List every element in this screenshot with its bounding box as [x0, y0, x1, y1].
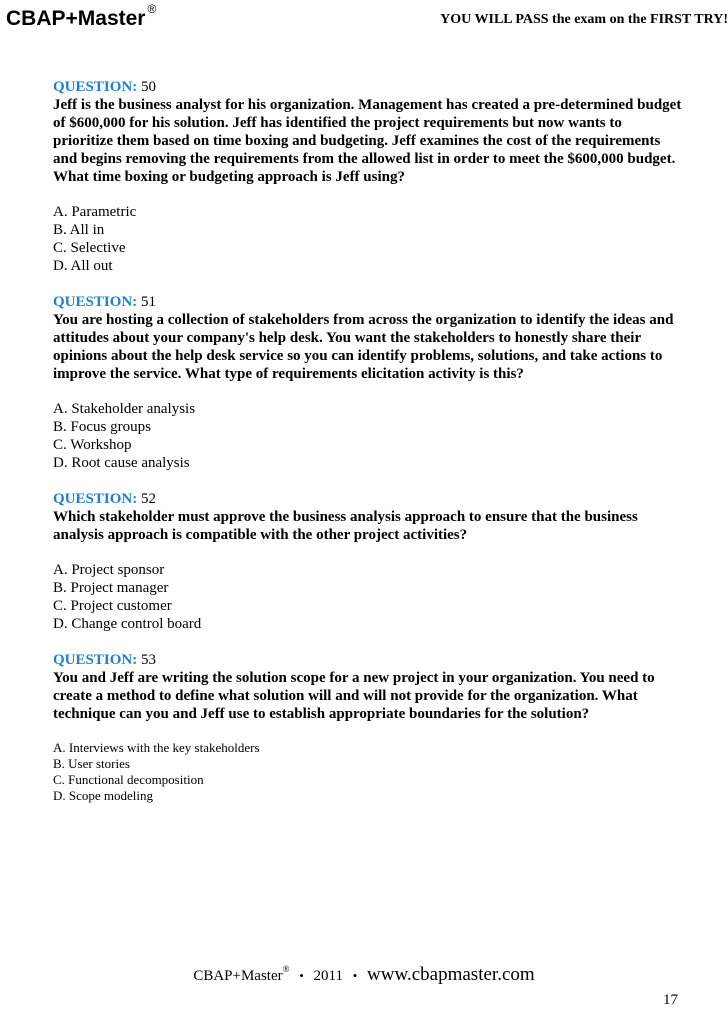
answer-option: D. Change control board: [53, 616, 202, 632]
question-text: You and Jeff are writing the solution scope for a new project in your organization. You need to create a method to define what solution will and will not provide for the organization. What technique can you and Jeff use to establish appropriate boundaries for the solution?: [53, 670, 655, 722]
question-heading: [53, 293, 683, 311]
question-heading: [53, 490, 683, 508]
question-number: 53: [140, 652, 156, 668]
answer-option: C. Selective: [53, 240, 126, 256]
answer-options: [53, 740, 683, 804]
question-label: QUESTION:: [53, 652, 138, 668]
question-label: QUESTION:: [53, 491, 138, 507]
answer-options: [53, 400, 683, 472]
question-text: Jeff is the business analyst for his organization. Management has created a pre-determined budget of $600,000 for his solution. Jeff has identified the project requirements but now wants to prioritize them based on time boxing and budgeting. Jeff examines the cost of the requirements and begins removing the requirements from the allowed list in order to meet the $600,000 budget. What time boxing or budgeting approach is Jeff using?: [53, 97, 682, 185]
question-53: [53, 651, 683, 804]
answer-option: B. Focus groups: [53, 419, 151, 435]
answer-option: A. Parametric: [53, 204, 137, 220]
header-tagline: YOU WILL PASS the exam on the FIRST TRY!: [440, 12, 728, 27]
question-heading: [53, 651, 683, 669]
question-heading: [53, 78, 683, 96]
footer-brand: [193, 964, 290, 984]
bullet-separator: •: [299, 968, 304, 983]
answer-option: B. All in: [53, 222, 105, 238]
question-list: [53, 78, 683, 822]
question-text: You are hosting a collection of stakeholders from across the organization to identify the ideas and attitudes about your company's help desk. You want the stakeholders to honestly share their opinions about the help desk service so you can identify problems, solutions, and take actions to improve the service. What type of requirements elicitation activity is this?: [53, 312, 674, 382]
footer-year: 2011: [313, 968, 343, 984]
question-50: [53, 78, 683, 275]
answer-option: B. Project manager: [53, 580, 169, 596]
question-text: Which stakeholder must approve the business analysis approach to ensure that the business analysis approach is compatible with the other project activities?: [53, 509, 638, 543]
page-number: 17: [663, 992, 678, 1008]
answer-option: D. Root cause analysis: [53, 455, 190, 471]
answer-option: B. User stories: [53, 756, 130, 771]
question-51: [53, 293, 683, 472]
footer-registered-mark: ®: [282, 964, 290, 974]
answer-option: D. All out: [53, 258, 113, 274]
answer-option: A. Interviews with the key stakeholders: [53, 740, 260, 755]
header-brand-text: CBAP+Master: [6, 7, 146, 30]
answer-option: C. Project customer: [53, 598, 172, 614]
footer-brand-text: CBAP+Master: [193, 968, 283, 984]
bullet-separator: •: [352, 968, 358, 983]
footer-url[interactable]: www.cbapmaster.com: [367, 964, 535, 985]
answer-option: C. Functional decomposition: [53, 772, 204, 787]
page-footer: [0, 964, 728, 986]
answer-option: D. Scope modeling: [53, 788, 154, 803]
question-number: 52: [140, 491, 156, 507]
header-brand: [6, 2, 157, 31]
question-number: 51: [140, 294, 156, 310]
answer-option: A. Stakeholder analysis: [53, 401, 196, 417]
question-number: 50: [140, 79, 156, 95]
answer-option: C. Workshop: [53, 437, 132, 453]
question-label: QUESTION:: [53, 79, 138, 95]
header-registered-mark: ®: [147, 2, 157, 16]
answer-options: [53, 561, 683, 633]
question-52: [53, 490, 683, 633]
answer-option: A. Project sponsor: [53, 562, 165, 578]
question-label: QUESTION:: [53, 294, 138, 310]
answer-options: [53, 203, 683, 275]
